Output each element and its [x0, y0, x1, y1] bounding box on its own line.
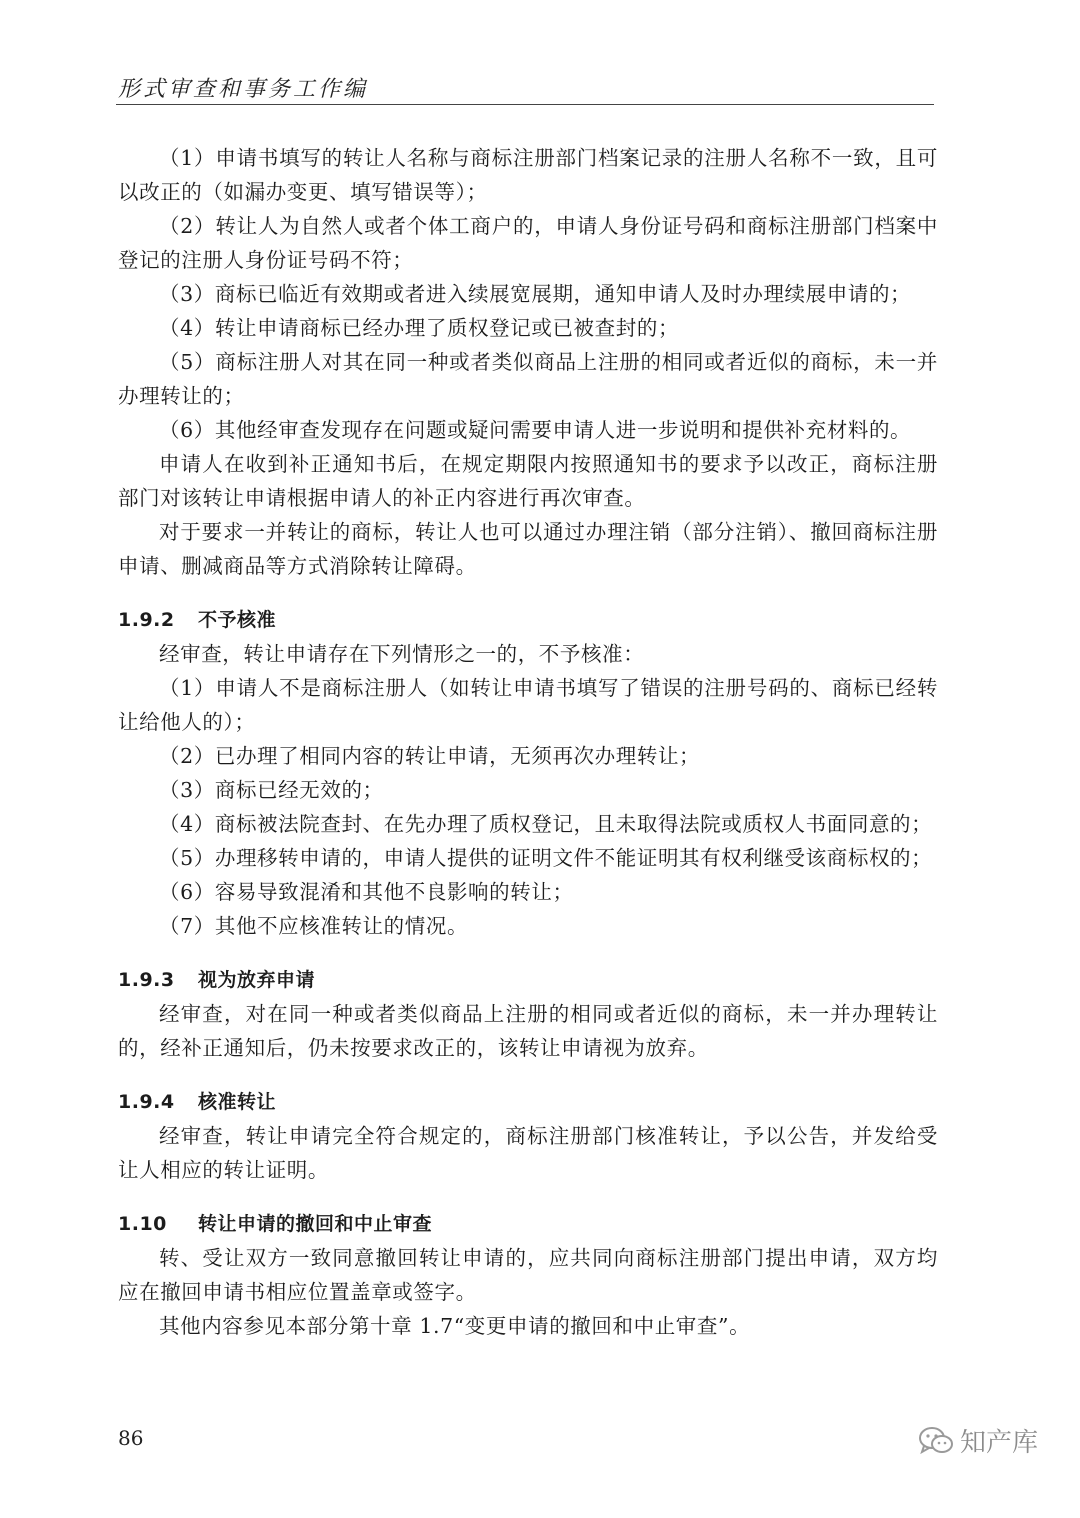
paragraph: 经审查，对在同一种或者类似商品上注册的相同或者近似的商标，未一并办理转让的，经补正通知后，仍未按要求改正的，该转让申请视为放弃。 [118, 1002, 938, 1060]
paragraph: （1）申请书填写的转让人名称与商标注册部门档案记录的注册人名称不一致，且可以改正的（如漏办变更、填写错误等）； [118, 146, 938, 204]
watermark [918, 1422, 1038, 1459]
section-title: 核准转让 [198, 1091, 277, 1113]
paragraph: （1）申请人不是商标注册人（如转让申请书填写了错误的注册号码的、商标已经转让给他人的）； [118, 676, 938, 734]
section-title: 不予核准 [198, 609, 277, 631]
page-number: 86 [118, 1426, 144, 1450]
section-number: 1.9.2 [118, 609, 175, 631]
paragraph: 经审查，转让申请完全符合规定的，商标注册部门核准转让，予以公告，并发给受让人相应的转让证明。 [118, 1124, 938, 1182]
section-number: 1.9.3 [118, 969, 175, 991]
paragraph: 对于要求一并转让的商标，转让人也可以通过办理注销（部分注销）、撤回商标注册申请、删减商品等方式消除转让障碍。 [118, 520, 938, 578]
paragraph: （5）商标注册人对其在同一种或者类似商品上注册的相同或者近似的商标，未一并办理转让的； [118, 350, 938, 408]
header-rule [116, 104, 934, 105]
section-heading [118, 603, 938, 637]
watermark-text: 知产库 [960, 1428, 1039, 1458]
paragraph: （2）转让人为自然人或者个体工商户的，申请人身份证号码和商标注册部门档案中登记的注册人身份证号码不符； [118, 214, 938, 272]
page-body [118, 141, 938, 1343]
section-number: 1.10 [118, 1213, 167, 1235]
paragraph: 转、受让双方一致同意撤回转让申请的，应共同向商标注册部门提出申请，双方均应在撤回申请书相应位置盖章或签字。 [118, 1246, 938, 1304]
paragraph: （3）商标已经无效的； [159, 778, 384, 802]
running-header: 形式审查和事务工作编 [118, 77, 369, 102]
section-title: 视为放弃申请 [198, 969, 316, 991]
paragraph: （7）其他不应核准转让的情况。 [159, 914, 469, 938]
paragraph: （5）办理移转申请的，申请人提供的证明文件不能证明其有权利继受该商标权的； [159, 846, 933, 870]
paragraph: （2）已办理了相同内容的转让申请，无须再次办理转让； [159, 744, 701, 768]
paragraph: 申请人在收到补正通知书后，在规定期限内按照通知书的要求予以改正，商标注册部门对该转让申请根据申请人的补正内容进行再次审查。 [118, 452, 938, 510]
paragraph: （4）转让申请商标已经办理了质权登记或已被查封的； [159, 316, 680, 340]
paragraph: （6）其他经审查发现存在问题或疑问需要申请人进一步说明和提供补充材料的。 [159, 418, 912, 442]
paragraph: 其他内容参见本部分第十章 1.7“变更申请的撤回和中止审查”。 [159, 1314, 751, 1338]
section-heading [118, 1207, 938, 1241]
section-title: 转让申请的撤回和中止审查 [198, 1213, 433, 1235]
paragraph: （6）容易导致混淆和其他不良影响的转让； [159, 880, 574, 904]
paragraph: 经审查，转让申请存在下列情形之一的，不予核准： [159, 642, 645, 666]
paragraph: （3）商标已临近有效期或者进入续展宽展期，通知申请人及时办理续展申请的； [159, 282, 912, 306]
section-heading [118, 1085, 938, 1119]
paragraph: （4）商标被法院查封、在先办理了质权登记，且未取得法院或质权人书面同意的； [159, 812, 933, 836]
section-number: 1.9.4 [118, 1091, 175, 1113]
wechat-icon [918, 1425, 954, 1457]
section-heading [118, 963, 938, 997]
